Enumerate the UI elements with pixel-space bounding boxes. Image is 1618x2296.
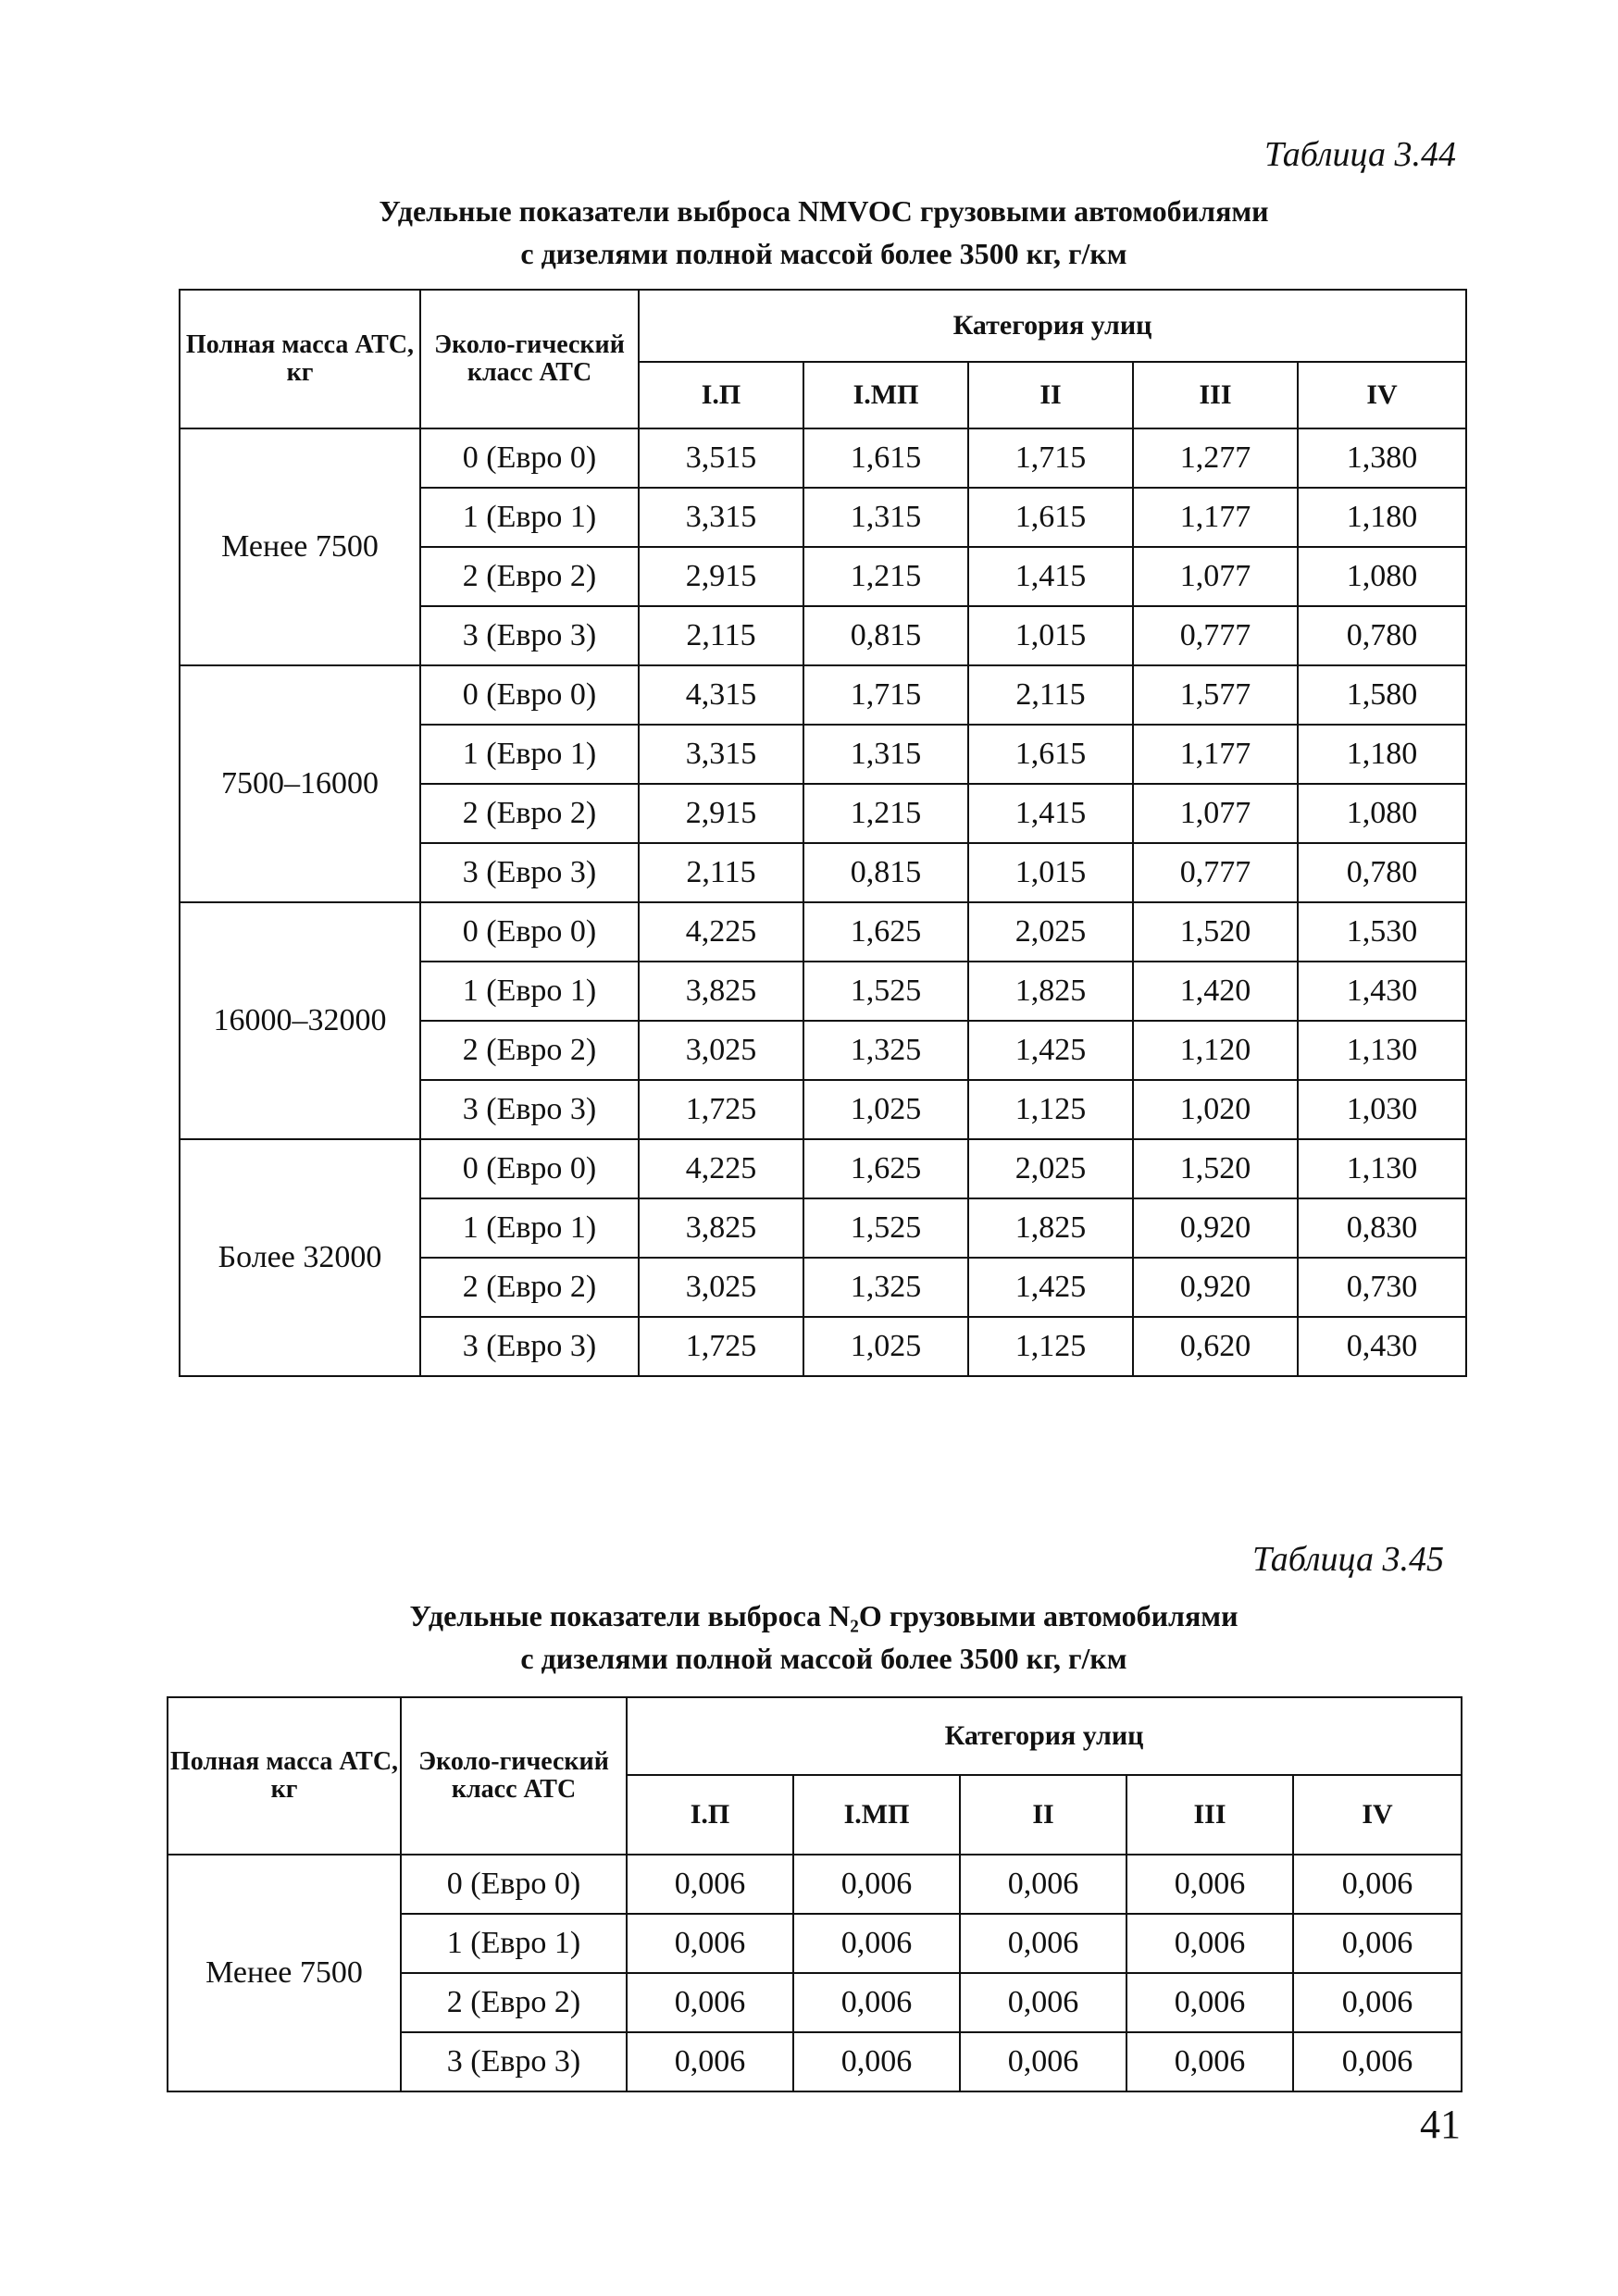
value-cell: 4,225 <box>639 902 803 962</box>
eco-class-cell: 2 (Евро 2) <box>401 1973 627 2032</box>
value-cell: 0,780 <box>1298 606 1466 665</box>
value-cell: 3,825 <box>639 1198 803 1258</box>
table-caption <box>176 1595 1472 1680</box>
value-cell: 1,520 <box>1133 902 1298 962</box>
value-cell: 0,006 <box>793 1855 960 1914</box>
value-cell: 0,430 <box>1298 1317 1466 1376</box>
value-cell: 0,006 <box>960 2032 1126 2091</box>
value-cell: 1,120 <box>1133 1021 1298 1080</box>
value-cell: 1,725 <box>639 1317 803 1376</box>
eco-class-cell: 3 (Евро 3) <box>420 606 639 665</box>
value-cell: 0,006 <box>1293 1973 1462 2032</box>
value-cell: 1,015 <box>968 843 1133 902</box>
value-cell: 2,115 <box>968 665 1133 725</box>
value-cell: 1,530 <box>1298 902 1466 962</box>
value-cell: 1,015 <box>968 606 1133 665</box>
value-cell: 0,006 <box>627 1914 793 1973</box>
value-cell: 0,006 <box>627 1855 793 1914</box>
value-cell: 1,215 <box>803 547 968 606</box>
value-cell: 4,315 <box>639 665 803 725</box>
eco-class-cell: 1 (Евро 1) <box>420 488 639 547</box>
table-row <box>180 665 1466 725</box>
value-cell: 1,380 <box>1298 428 1466 488</box>
header-street-category: Категория улиц <box>627 1697 1462 1775</box>
value-cell: 1,025 <box>803 1080 968 1139</box>
table-body <box>168 1855 1462 2091</box>
value-cell: 0,777 <box>1133 843 1298 902</box>
value-cell: 1,020 <box>1133 1080 1298 1139</box>
table-body <box>180 428 1466 1376</box>
value-cell: 1,315 <box>803 725 968 784</box>
caption-line: с дизелями полной массой более 3500 кг, г/км <box>520 1642 1127 1675</box>
value-cell: 0,780 <box>1298 843 1466 902</box>
value-cell: 1,325 <box>803 1021 968 1080</box>
value-cell: 1,177 <box>1133 488 1298 547</box>
mass-group-cell: 16000–32000 <box>180 902 420 1139</box>
value-cell: 1,080 <box>1298 784 1466 843</box>
value-cell: 0,006 <box>1126 1855 1293 1914</box>
header-col: II <box>960 1775 1126 1855</box>
value-cell: 3,315 <box>639 488 803 547</box>
table-label: Таблица 3.45 <box>1252 1540 1444 1579</box>
header-mass: Полная масса АТС, кг <box>168 1697 401 1855</box>
eco-class-cell: 0 (Евро 0) <box>420 665 639 725</box>
value-cell: 1,180 <box>1298 488 1466 547</box>
table-row <box>168 1855 1462 1914</box>
eco-class-cell: 3 (Евро 3) <box>420 1317 639 1376</box>
eco-class-cell: 1 (Евро 1) <box>420 725 639 784</box>
header-col: I.П <box>639 362 803 428</box>
value-cell: 1,520 <box>1133 1139 1298 1198</box>
value-cell: 3,515 <box>639 428 803 488</box>
value-cell: 1,420 <box>1133 962 1298 1021</box>
header-col: IV <box>1293 1775 1462 1855</box>
header-mass: Полная масса АТС, кг <box>180 290 420 428</box>
value-cell: 1,825 <box>968 962 1133 1021</box>
value-cell: 0,006 <box>1293 2032 1462 2091</box>
value-cell: 1,130 <box>1298 1021 1466 1080</box>
value-cell: 2,025 <box>968 902 1133 962</box>
value-cell: 1,715 <box>803 665 968 725</box>
value-cell: 0,006 <box>627 1973 793 2032</box>
value-cell: 0,620 <box>1133 1317 1298 1376</box>
eco-class-cell: 0 (Евро 0) <box>401 1855 627 1914</box>
value-cell: 2,115 <box>639 843 803 902</box>
eco-class-cell: 0 (Евро 0) <box>420 902 639 962</box>
value-cell: 1,177 <box>1133 725 1298 784</box>
header-col: III <box>1133 362 1298 428</box>
caption-line: Удельные показатели выброса NMVOC грузовыми автомобилями <box>379 194 1269 228</box>
caption-line: с дизелями полной массой более 3500 кг, г/км <box>520 237 1127 270</box>
value-cell: 1,180 <box>1298 725 1466 784</box>
value-cell: 0,006 <box>960 1855 1126 1914</box>
value-cell: 0,006 <box>1293 1855 1462 1914</box>
value-cell: 1,415 <box>968 547 1133 606</box>
header-col: I.П <box>627 1775 793 1855</box>
eco-class-cell: 0 (Евро 0) <box>420 1139 639 1198</box>
value-cell: 2,115 <box>639 606 803 665</box>
value-cell: 0,006 <box>793 2032 960 2091</box>
value-cell: 1,580 <box>1298 665 1466 725</box>
value-cell: 1,715 <box>968 428 1133 488</box>
caption-line: Удельные показатели выброса N₂O грузовыми автомобилями <box>409 1599 1238 1632</box>
header-street-category: Категория улиц <box>639 290 1466 362</box>
value-cell: 3,315 <box>639 725 803 784</box>
value-cell: 1,430 <box>1298 962 1466 1021</box>
value-cell: 2,915 <box>639 784 803 843</box>
value-cell: 1,825 <box>968 1198 1133 1258</box>
value-cell: 2,025 <box>968 1139 1133 1198</box>
mass-group-cell: Менее 7500 <box>180 428 420 665</box>
value-cell: 1,525 <box>803 962 968 1021</box>
emissions-table-nmvoc <box>179 289 1467 1377</box>
value-cell: 1,615 <box>968 725 1133 784</box>
value-cell: 1,725 <box>639 1080 803 1139</box>
header-eco-class: Эколо-гический класс АТС <box>420 290 639 428</box>
header-eco-class: Эколо-гический класс АТС <box>401 1697 627 1855</box>
value-cell: 0,006 <box>1126 1914 1293 1973</box>
value-cell: 1,077 <box>1133 784 1298 843</box>
value-cell: 1,215 <box>803 784 968 843</box>
eco-class-cell: 0 (Евро 0) <box>420 428 639 488</box>
value-cell: 0,920 <box>1133 1258 1298 1317</box>
value-cell: 0,777 <box>1133 606 1298 665</box>
value-cell: 0,815 <box>803 843 968 902</box>
value-cell: 1,425 <box>968 1258 1133 1317</box>
value-cell: 3,025 <box>639 1258 803 1317</box>
value-cell: 0,815 <box>803 606 968 665</box>
value-cell: 1,077 <box>1133 547 1298 606</box>
eco-class-cell: 1 (Евро 1) <box>420 962 639 1021</box>
eco-class-cell: 3 (Евро 3) <box>401 2032 627 2091</box>
value-cell: 1,025 <box>803 1317 968 1376</box>
value-cell: 4,225 <box>639 1139 803 1198</box>
value-cell: 1,325 <box>803 1258 968 1317</box>
eco-class-cell: 2 (Евро 2) <box>420 1258 639 1317</box>
header-col: III <box>1126 1775 1293 1855</box>
value-cell: 0,920 <box>1133 1198 1298 1258</box>
value-cell: 1,577 <box>1133 665 1298 725</box>
value-cell: 0,006 <box>960 1914 1126 1973</box>
value-cell: 1,080 <box>1298 547 1466 606</box>
header-col: I.МП <box>803 362 968 428</box>
value-cell: 0,006 <box>1126 1973 1293 2032</box>
header-col: IV <box>1298 362 1466 428</box>
value-cell: 1,030 <box>1298 1080 1466 1139</box>
value-cell: 0,730 <box>1298 1258 1466 1317</box>
value-cell: 1,625 <box>803 1139 968 1198</box>
value-cell: 0,006 <box>960 1973 1126 2032</box>
eco-class-cell: 3 (Евро 3) <box>420 843 639 902</box>
eco-class-cell: 1 (Евро 1) <box>401 1914 627 1973</box>
mass-group-cell: Более 32000 <box>180 1139 420 1376</box>
value-cell: 1,625 <box>803 902 968 962</box>
value-cell: 1,415 <box>968 784 1133 843</box>
page-number: 41 <box>1420 2102 1461 2147</box>
value-cell: 0,006 <box>793 1914 960 1973</box>
eco-class-cell: 1 (Евро 1) <box>420 1198 639 1258</box>
value-cell: 1,125 <box>968 1317 1133 1376</box>
value-cell: 0,006 <box>1126 2032 1293 2091</box>
value-cell: 0,006 <box>1293 1914 1462 1973</box>
table-row <box>180 902 1466 962</box>
value-cell: 1,525 <box>803 1198 968 1258</box>
header-col: I.МП <box>793 1775 960 1855</box>
value-cell: 1,615 <box>968 488 1133 547</box>
value-cell: 1,425 <box>968 1021 1133 1080</box>
value-cell: 1,315 <box>803 488 968 547</box>
table-label: Таблица 3.44 <box>1264 135 1456 174</box>
eco-class-cell: 3 (Евро 3) <box>420 1080 639 1139</box>
eco-class-cell: 2 (Евро 2) <box>420 784 639 843</box>
value-cell: 1,615 <box>803 428 968 488</box>
value-cell: 3,025 <box>639 1021 803 1080</box>
table-row <box>180 1139 1466 1198</box>
value-cell: 1,125 <box>968 1080 1133 1139</box>
emissions-table-n2o <box>167 1696 1462 2092</box>
mass-group-cell: Менее 7500 <box>168 1855 401 2091</box>
mass-group-cell: 7500–16000 <box>180 665 420 902</box>
eco-class-cell: 2 (Евро 2) <box>420 1021 639 1080</box>
value-cell: 0,830 <box>1298 1198 1466 1258</box>
header-col: II <box>968 362 1133 428</box>
value-cell: 3,825 <box>639 962 803 1021</box>
value-cell: 2,915 <box>639 547 803 606</box>
value-cell: 0,006 <box>793 1973 960 2032</box>
eco-class-cell: 2 (Евро 2) <box>420 547 639 606</box>
table-row <box>180 428 1466 488</box>
value-cell: 0,006 <box>627 2032 793 2091</box>
value-cell: 1,277 <box>1133 428 1298 488</box>
table-caption <box>176 190 1472 275</box>
value-cell: 1,130 <box>1298 1139 1466 1198</box>
